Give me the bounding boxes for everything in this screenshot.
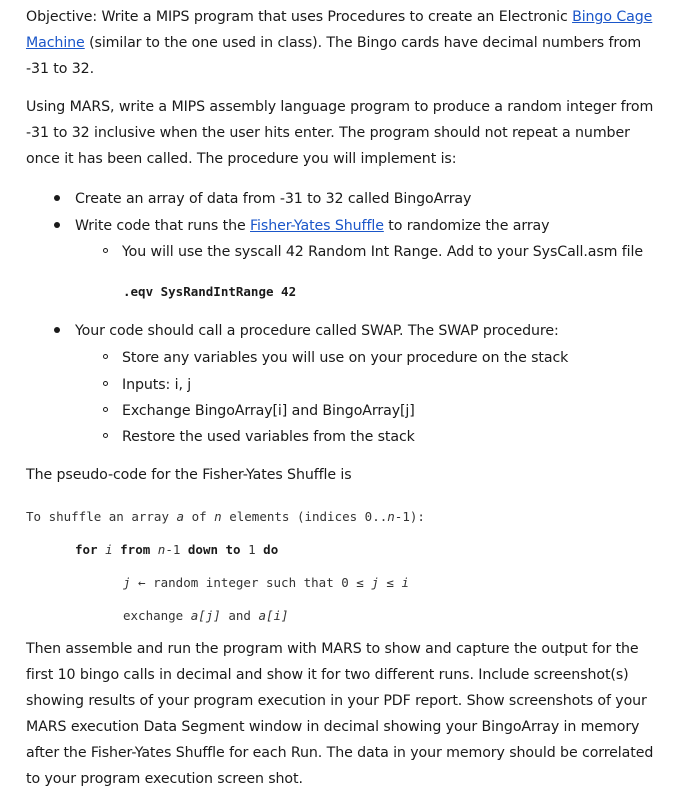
- code-var: n: [150, 542, 166, 557]
- code-var: n: [387, 509, 395, 524]
- sub-bullet-ring: [103, 407, 108, 412]
- list-item-text: Write code that runs the: [75, 218, 251, 234]
- fisher-yates-link[interactable]: Fisher-Yates Shuffle: [250, 218, 384, 234]
- code-var: i: [97, 542, 121, 557]
- list-item-swap: Your code should call a procedure called SWAP. The SWAP procedure:: [75, 323, 559, 339]
- code-keyword: down to: [187, 542, 241, 557]
- code-text: and: [220, 608, 259, 623]
- code-keyword: do: [263, 542, 279, 557]
- code-var: i: [401, 575, 409, 590]
- objective-paragraph: [26, 4, 656, 82]
- bullet-dot: [54, 327, 60, 333]
- code-text: 1: [240, 542, 264, 557]
- pseudo-line-3: [123, 575, 409, 590]
- code-text: -1):: [394, 509, 425, 524]
- objective-text: Objective: Write a MIPS program that uses Procedures to create an Electronic: [26, 9, 573, 25]
- pseudo-code-heading: The pseudo-code for the Fisher-Yates Shuffle is: [26, 467, 352, 483]
- sub-bullet-ring: [103, 381, 108, 386]
- sub-item-exchange: Exchange BingoArray[i] and BingoArray[j]: [122, 403, 415, 419]
- closing-paragraph: Then assemble and run the program with MARS to show and capture the output for the first 10 bingo calls in decimal and show it for two different runs. Include screenshot(s) showing results of your program execution in your PDF report. Show screenshots of your MARS execution Data Segment window in decimal showing your BingoArray in memory after the Fisher-Yates Shuffle for each Run. The data in your memory should be correlated to your program execution screen shot.: [26, 641, 654, 787]
- code-text: ≤: [378, 575, 402, 590]
- list-item-create-array: Create an array of data from -31 to 32 called BingoArray: [75, 191, 472, 207]
- code-var: a[j]: [190, 608, 221, 623]
- code-text: -1: [165, 542, 188, 557]
- code-text: of: [184, 509, 215, 524]
- sub-item-restore: Restore the used variables from the stack: [122, 429, 415, 445]
- sub-item-stack-store: Store any variables you will use on your procedure on the stack: [122, 350, 569, 366]
- bingo-cage-link[interactable]: Bingo Cage: [572, 9, 653, 25]
- code-text: exchange: [123, 608, 191, 623]
- code-text: elements (indices 0..: [221, 509, 388, 524]
- sub-bullet-ring: [103, 433, 108, 438]
- code-keyword: from: [120, 542, 151, 557]
- code-var: j: [371, 575, 379, 590]
- sub-bullet-ring: [103, 248, 108, 253]
- list-item-fisher-yates: [75, 216, 549, 236]
- code-text: To shuffle an array: [26, 509, 177, 524]
- sub-bullet-ring: [103, 354, 108, 359]
- pseudo-line-2: [75, 542, 278, 557]
- bingo-cage-machine-link[interactable]: Machine: [26, 35, 85, 51]
- sub-item-inputs: Inputs: i, j: [122, 377, 192, 393]
- sub-item-syscall: You will use the syscall 42 Random Int Range. Add to your SysCall.asm file: [122, 244, 643, 260]
- pseudo-line-1: [26, 509, 425, 524]
- code-var: j: [123, 575, 131, 590]
- intro-paragraph: Using MARS, write a MIPS assembly language program to produce a random integer from -31 to 32 inclusive when the user hits enter. The program should not repeat a number once it has been called. The procedure you will implement is:: [26, 99, 654, 167]
- list-item-text: to randomize the array: [383, 218, 550, 234]
- code-var: a[i]: [258, 608, 289, 623]
- code-text: ← random integer such that 0 ≤: [130, 575, 372, 590]
- code-var: n: [214, 509, 222, 524]
- objective-suffix: (similar to the one used in class). The Bingo cards have decimal numbers from -31 to 32.: [26, 35, 642, 77]
- bullet-dot: [54, 195, 60, 201]
- code-var: a: [176, 509, 185, 524]
- pseudo-line-4: [123, 608, 289, 623]
- code-keyword: for: [75, 542, 98, 557]
- eqv-code-line: .eqv SysRandIntRange 42: [123, 284, 297, 299]
- bullet-dot: [54, 222, 60, 228]
